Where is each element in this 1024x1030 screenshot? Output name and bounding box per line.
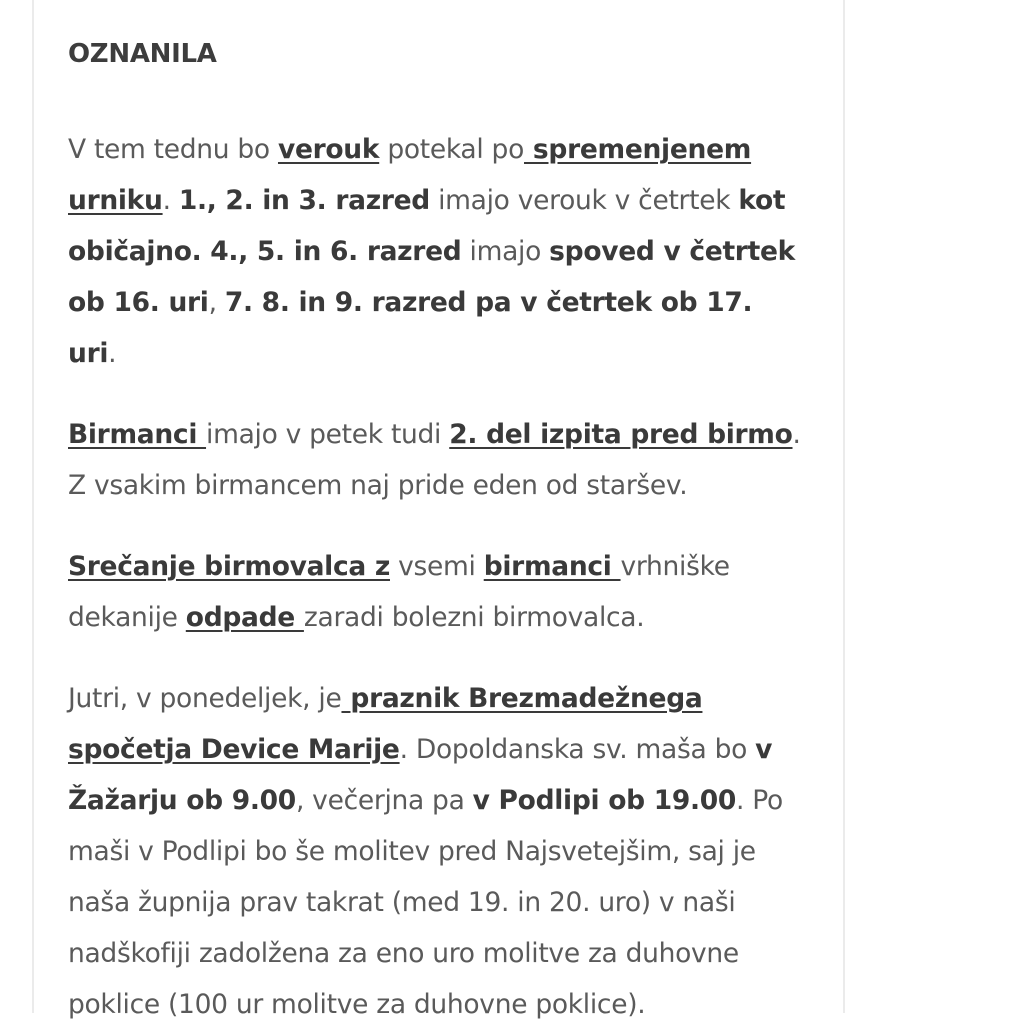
paragraph-praznik: [68, 673, 809, 1030]
text-segment: V tem tednu bo: [68, 134, 278, 165]
bold-segment: v Podlipi ob 19.00: [472, 785, 737, 816]
text-segment: zaradi bolezni birmovalca.: [303, 602, 645, 633]
link-verouk[interactable]: verouk: [277, 134, 380, 165]
text-segment: vsemi: [390, 551, 484, 582]
text-segment: . Po maši v Podlipi bo še molitev pred Najsvetejšim, saj je naša župnija prav takrat (med 19. in 20. uro) v naši nadškofiji zadolžena za eno uro molitve za duhovne poklice (100 ur molitve za duhovne poklice).: [68, 785, 783, 1020]
text-segment: .: [108, 338, 117, 369]
text-segment: , večerjna pa: [295, 785, 473, 816]
text-segment: vrhniške dekanije: [68, 551, 730, 633]
link-odpade[interactable]: odpade: [185, 602, 304, 633]
text-segment: imajo v petek tudi: [206, 419, 450, 450]
link-spremenjenem-urniku[interactable]: spremenjenem urniku: [68, 134, 752, 216]
article-title: OZNANILA: [68, 39, 217, 69]
article-card: [32, 0, 845, 1020]
text-segment: . Z vsakim birmancem naj pride eden od staršev.: [68, 419, 801, 501]
link-birmanci[interactable]: Birmanci: [68, 419, 207, 450]
bold-segment: v Žažarju ob 9.00: [68, 734, 773, 816]
text-segment: imajo verouk v četrtek: [429, 185, 739, 216]
paragraph-srecanje: [68, 541, 809, 643]
bold-segment: 7. 8. in 9. razred pa v četrtek ob 17. uri: [68, 287, 753, 369]
link-srecanje-birmovalca[interactable]: Srečanje birmovalca z: [68, 551, 390, 582]
text-segment: Jutri, v ponedeljek, je: [68, 683, 342, 714]
link-praznik[interactable]: praznik Brezmadežnega spočetja Device Marije: [68, 683, 703, 765]
text-segment: imajo: [461, 236, 550, 267]
text-segment: . Dopoldanska sv. maša bo: [399, 734, 756, 765]
bold-segment: 1., 2. in 3. razred: [178, 185, 430, 216]
paragraph-verouk: [68, 124, 809, 379]
text-segment: .: [162, 185, 179, 216]
paragraph-birmanci: [68, 409, 809, 511]
text-segment: ,: [208, 287, 225, 318]
link-birmanci[interactable]: birmanci: [483, 551, 621, 582]
link-izpit-pred-birmo[interactable]: 2. del izpita pred birmo: [449, 419, 793, 450]
text-segment: potekal po: [379, 134, 524, 165]
bold-segment: kot običajno. 4., 5. in 6. razred: [68, 185, 786, 267]
bold-segment: spoved v četrtek ob 16. uri: [68, 236, 795, 318]
